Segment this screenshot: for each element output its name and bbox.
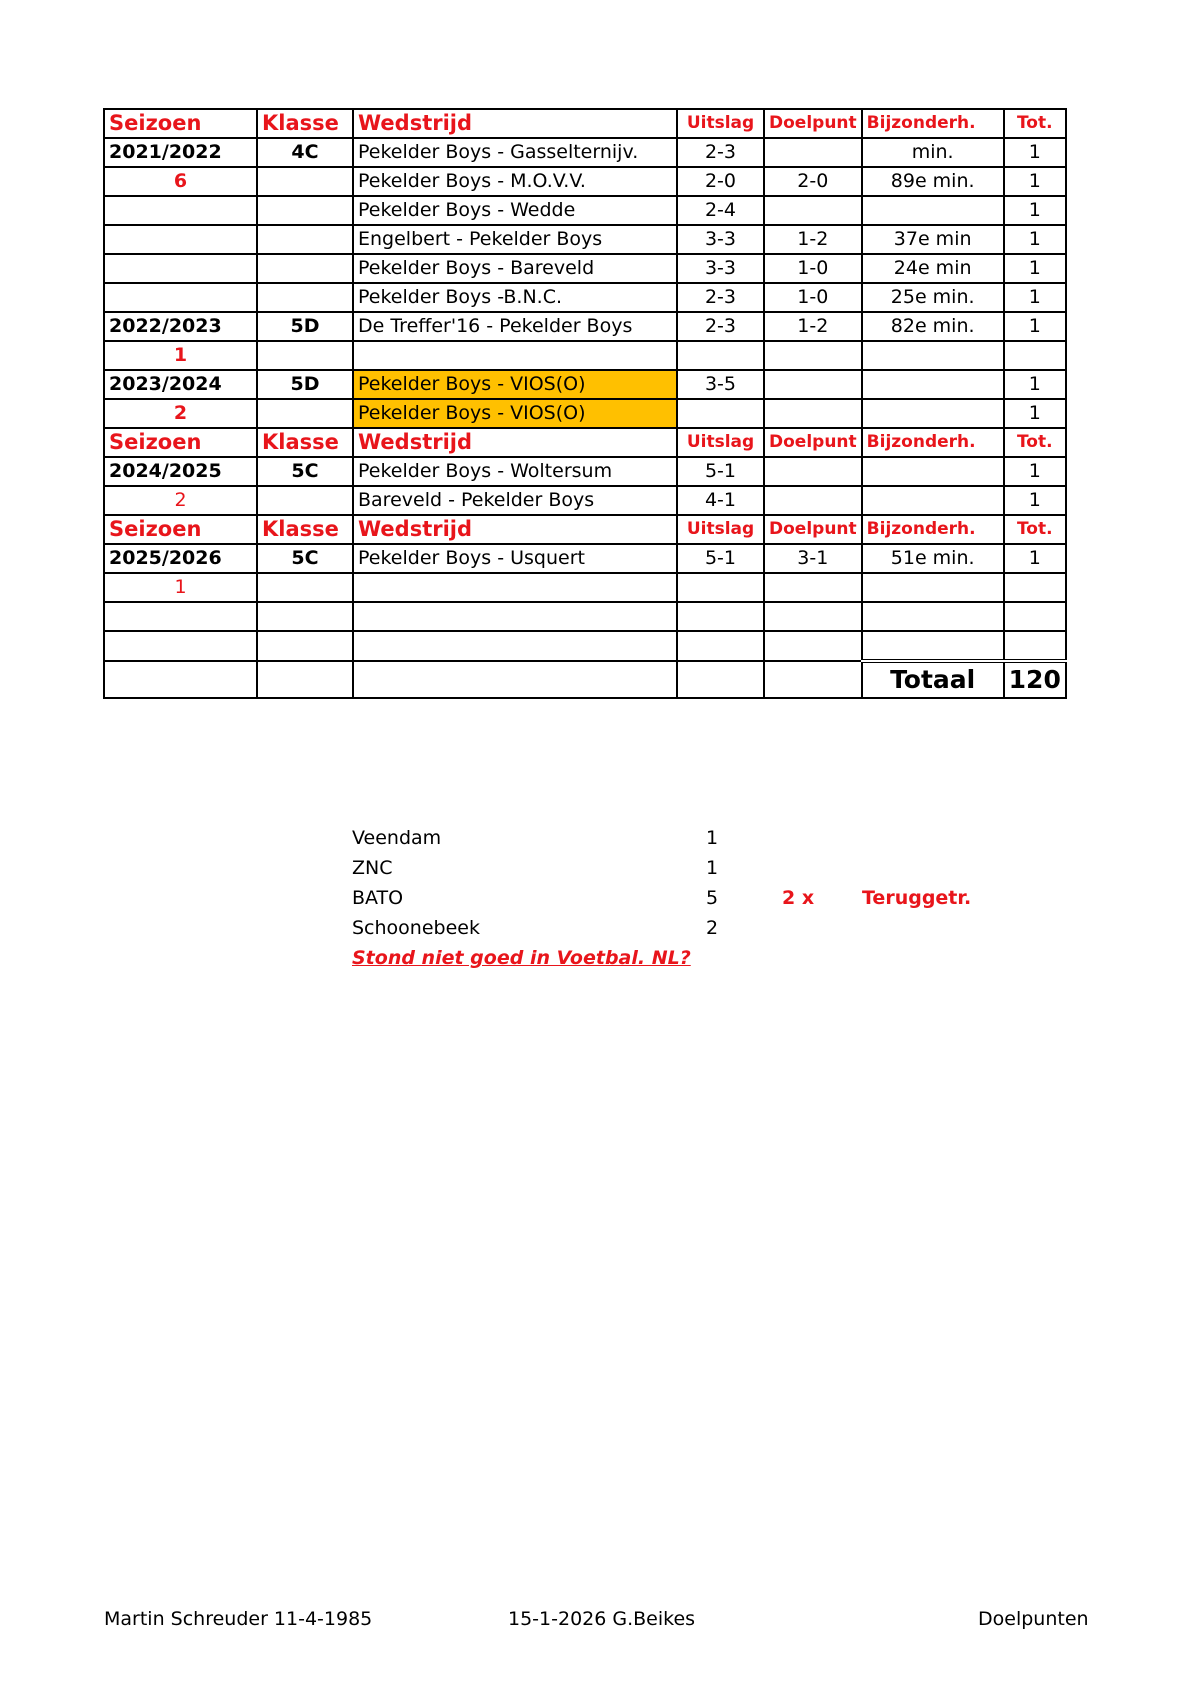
cell-tot: 1 bbox=[1004, 138, 1066, 167]
cell-uitslag: 2-3 bbox=[677, 312, 764, 341]
club-multiplier: 2 x bbox=[782, 887, 815, 909]
cell-tot bbox=[1004, 341, 1066, 370]
cell-bijzonderheden bbox=[862, 341, 1004, 370]
header-row bbox=[104, 428, 1066, 457]
club-note: Teruggetr. bbox=[862, 887, 972, 909]
cell-wedstrijd: Pekelder Boys - Usquert bbox=[353, 544, 677, 573]
empty-cell bbox=[862, 631, 1004, 661]
empty-cell bbox=[353, 602, 677, 631]
cell-wedstrijd: Engelbert - Pekelder Boys bbox=[353, 225, 677, 254]
cell-wedstrijd: Bareveld - Pekelder Boys bbox=[353, 486, 677, 515]
cell-seizoen-count: 2 bbox=[104, 486, 257, 515]
header-seizoen: Seizoen bbox=[104, 109, 257, 138]
cell-seizoen-count: 1 bbox=[104, 573, 257, 602]
header-row bbox=[104, 109, 1066, 138]
cell-doelpunt: 1-0 bbox=[764, 283, 862, 312]
empty-cell bbox=[1004, 602, 1066, 631]
header-klasse: Klasse bbox=[257, 515, 353, 544]
goals-table bbox=[103, 108, 1067, 699]
cell-doelpunt: 1-2 bbox=[764, 225, 862, 254]
cell-bijzonderheden: 37e min bbox=[862, 225, 1004, 254]
club-name: Schoonebeek bbox=[352, 917, 480, 939]
empty-row bbox=[104, 602, 1066, 631]
cell-wedstrijd-highlighted: Pekelder Boys - VIOS(O) bbox=[353, 399, 677, 428]
cell-uitslag: 5-1 bbox=[677, 457, 764, 486]
cell-uitslag bbox=[677, 399, 764, 428]
cell-doelpunt: 1-2 bbox=[764, 312, 862, 341]
cell-wedstrijd: Pekelder Boys - Wedde bbox=[353, 196, 677, 225]
cell-klasse bbox=[257, 254, 353, 283]
empty-cell bbox=[764, 661, 862, 698]
cell-wedstrijd: Pekelder Boys - Gasselternijv. bbox=[353, 138, 677, 167]
cell-bijzonderheden: 24e min bbox=[862, 254, 1004, 283]
header-wedstrijd: Wedstrijd bbox=[353, 428, 677, 457]
cell-bijzonderheden bbox=[862, 399, 1004, 428]
table-row bbox=[104, 399, 1066, 428]
cell-tot: 1 bbox=[1004, 254, 1066, 283]
cell-doelpunt: 3-1 bbox=[764, 544, 862, 573]
cell-klasse bbox=[257, 573, 353, 602]
list-item bbox=[352, 883, 1052, 913]
total-label: Totaal bbox=[862, 661, 1004, 698]
footer-section: Doelpunten bbox=[978, 1608, 1089, 1630]
cell-bijzonderheden: min. bbox=[862, 138, 1004, 167]
cell-doelpunt bbox=[764, 486, 862, 515]
empty-cell bbox=[257, 661, 353, 698]
cell-seizoen: 2024/2025 bbox=[104, 457, 257, 486]
cell-uitslag: 2-4 bbox=[677, 196, 764, 225]
table-row bbox=[104, 486, 1066, 515]
cell-tot: 1 bbox=[1004, 544, 1066, 573]
club-count: 5 bbox=[706, 887, 719, 909]
cell-wedstrijd-highlighted: Pekelder Boys - VIOS(O) bbox=[353, 370, 677, 399]
total-value: 120 bbox=[1004, 661, 1066, 698]
cell-wedstrijd: Pekelder Boys - M.O.V.V. bbox=[353, 167, 677, 196]
cell-wedstrijd bbox=[353, 573, 677, 602]
club-name: BATO bbox=[352, 887, 404, 909]
empty-row bbox=[104, 631, 1066, 661]
header-wedstrijd: Wedstrijd bbox=[353, 515, 677, 544]
cell-seizoen-count: 2 bbox=[104, 399, 257, 428]
cell-klasse bbox=[257, 399, 353, 428]
header-tot: Tot. bbox=[1004, 428, 1066, 457]
cell-wedstrijd: Pekelder Boys - Woltersum bbox=[353, 457, 677, 486]
cell-tot: 1 bbox=[1004, 312, 1066, 341]
cell-doelpunt: 1-0 bbox=[764, 254, 862, 283]
empty-cell bbox=[677, 631, 764, 661]
empty-cell bbox=[104, 602, 257, 631]
cell-wedstrijd: Pekelder Boys -B.N.C. bbox=[353, 283, 677, 312]
cell-bijzonderheden bbox=[862, 457, 1004, 486]
cell-uitslag bbox=[677, 573, 764, 602]
cell-tot: 1 bbox=[1004, 457, 1066, 486]
header-tot: Tot. bbox=[1004, 109, 1066, 138]
cell-tot bbox=[1004, 573, 1066, 602]
cell-wedstrijd: De Treffer'16 - Pekelder Boys bbox=[353, 312, 677, 341]
club-count: 2 bbox=[706, 917, 719, 939]
cell-uitslag: 2-3 bbox=[677, 138, 764, 167]
club-name: ZNC bbox=[352, 857, 393, 879]
cell-seizoen: 2022/2023 bbox=[104, 312, 257, 341]
table-row bbox=[104, 457, 1066, 486]
cell-bijzonderheden: 89e min. bbox=[862, 167, 1004, 196]
list-item bbox=[352, 913, 1052, 943]
header-bijzonderheden: Bijzonderh. bbox=[862, 428, 1004, 457]
header-seizoen: Seizoen bbox=[104, 428, 257, 457]
header-bijzonderheden: Bijzonderh. bbox=[862, 515, 1004, 544]
cell-doelpunt bbox=[764, 370, 862, 399]
cell-tot: 1 bbox=[1004, 399, 1066, 428]
cell-seizoen bbox=[104, 225, 257, 254]
cell-bijzonderheden bbox=[862, 196, 1004, 225]
cell-wedstrijd: Pekelder Boys - Bareveld bbox=[353, 254, 677, 283]
warning-row bbox=[352, 943, 1052, 973]
table-row bbox=[104, 370, 1066, 399]
cell-doelpunt bbox=[764, 457, 862, 486]
header-klasse: Klasse bbox=[257, 428, 353, 457]
empty-cell bbox=[764, 602, 862, 631]
table-row bbox=[104, 138, 1066, 167]
empty-cell bbox=[764, 631, 862, 661]
cell-klasse bbox=[257, 167, 353, 196]
header-tot: Tot. bbox=[1004, 515, 1066, 544]
cell-seizoen: 2021/2022 bbox=[104, 138, 257, 167]
table-row bbox=[104, 312, 1066, 341]
cell-seizoen bbox=[104, 196, 257, 225]
footer-player: Martin Schreuder 11-4-1985 bbox=[104, 1608, 373, 1630]
cell-doelpunt bbox=[764, 138, 862, 167]
cell-tot: 1 bbox=[1004, 486, 1066, 515]
cell-uitslag: 3-5 bbox=[677, 370, 764, 399]
cell-doelpunt bbox=[764, 399, 862, 428]
cell-klasse bbox=[257, 341, 353, 370]
other-clubs-list bbox=[352, 823, 1052, 973]
cell-uitslag bbox=[677, 341, 764, 370]
table-row bbox=[104, 341, 1066, 370]
header-bijzonderheden: Bijzonderh. bbox=[862, 109, 1004, 138]
table-row bbox=[104, 254, 1066, 283]
cell-uitslag: 2-0 bbox=[677, 167, 764, 196]
cell-klasse: 5C bbox=[257, 457, 353, 486]
cell-tot: 1 bbox=[1004, 283, 1066, 312]
cell-uitslag: 2-3 bbox=[677, 283, 764, 312]
cell-klasse bbox=[257, 486, 353, 515]
list-item bbox=[352, 853, 1052, 883]
club-count: 1 bbox=[706, 827, 719, 849]
empty-cell bbox=[104, 631, 257, 661]
cell-uitslag: 3-3 bbox=[677, 225, 764, 254]
cell-bijzonderheden bbox=[862, 486, 1004, 515]
empty-cell bbox=[257, 631, 353, 661]
cell-wedstrijd bbox=[353, 341, 677, 370]
header-uitslag: Uitslag bbox=[677, 428, 764, 457]
header-doelpunt: Doelpunt bbox=[764, 515, 862, 544]
table-row bbox=[104, 167, 1066, 196]
cell-klasse bbox=[257, 196, 353, 225]
empty-cell bbox=[677, 602, 764, 631]
cell-seizoen: 2025/2026 bbox=[104, 544, 257, 573]
total-row bbox=[104, 661, 1066, 698]
table-row bbox=[104, 573, 1066, 602]
cell-tot: 1 bbox=[1004, 167, 1066, 196]
table-row bbox=[104, 544, 1066, 573]
cell-seizoen-count: 1 bbox=[104, 341, 257, 370]
empty-cell bbox=[257, 602, 353, 631]
cell-uitslag: 3-3 bbox=[677, 254, 764, 283]
cell-klasse: 5D bbox=[257, 370, 353, 399]
cell-seizoen bbox=[104, 254, 257, 283]
empty-cell bbox=[353, 661, 677, 698]
empty-cell bbox=[104, 661, 257, 698]
header-seizoen: Seizoen bbox=[104, 515, 257, 544]
cell-tot: 1 bbox=[1004, 370, 1066, 399]
cell-klasse: 5C bbox=[257, 544, 353, 573]
cell-tot: 1 bbox=[1004, 196, 1066, 225]
cell-klasse: 4C bbox=[257, 138, 353, 167]
cell-doelpunt bbox=[764, 196, 862, 225]
header-doelpunt: Doelpunt bbox=[764, 428, 862, 457]
cell-uitslag: 5-1 bbox=[677, 544, 764, 573]
empty-cell bbox=[677, 661, 764, 698]
warning-note: Stond niet goed in Voetbal. NL? bbox=[352, 947, 691, 969]
cell-doelpunt bbox=[764, 573, 862, 602]
cell-klasse: 5D bbox=[257, 312, 353, 341]
header-doelpunt: Doelpunt bbox=[764, 109, 862, 138]
header-row bbox=[104, 515, 1066, 544]
cell-seizoen: 2023/2024 bbox=[104, 370, 257, 399]
cell-klasse bbox=[257, 225, 353, 254]
table-row bbox=[104, 283, 1066, 312]
cell-doelpunt: 2-0 bbox=[764, 167, 862, 196]
header-wedstrijd: Wedstrijd bbox=[353, 109, 677, 138]
header-uitslag: Uitslag bbox=[677, 109, 764, 138]
cell-klasse bbox=[257, 283, 353, 312]
footer-date-author: 15-1-2026 G.Beikes bbox=[508, 1608, 696, 1630]
empty-cell bbox=[353, 631, 677, 661]
club-count: 1 bbox=[706, 857, 719, 879]
club-name: Veendam bbox=[352, 827, 442, 849]
cell-doelpunt bbox=[764, 341, 862, 370]
cell-bijzonderheden: 51e min. bbox=[862, 544, 1004, 573]
cell-uitslag: 4-1 bbox=[677, 486, 764, 515]
cell-bijzonderheden: 82e min. bbox=[862, 312, 1004, 341]
cell-seizoen bbox=[104, 283, 257, 312]
table-row bbox=[104, 225, 1066, 254]
header-uitslag: Uitslag bbox=[677, 515, 764, 544]
cell-bijzonderheden: 25e min. bbox=[862, 283, 1004, 312]
cell-tot: 1 bbox=[1004, 225, 1066, 254]
cell-seizoen-count: 6 bbox=[104, 167, 257, 196]
cell-bijzonderheden bbox=[862, 573, 1004, 602]
header-klasse: Klasse bbox=[257, 109, 353, 138]
empty-cell bbox=[862, 602, 1004, 631]
empty-cell bbox=[1004, 631, 1066, 661]
table-row bbox=[104, 196, 1066, 225]
list-item bbox=[352, 823, 1052, 853]
cell-bijzonderheden bbox=[862, 370, 1004, 399]
